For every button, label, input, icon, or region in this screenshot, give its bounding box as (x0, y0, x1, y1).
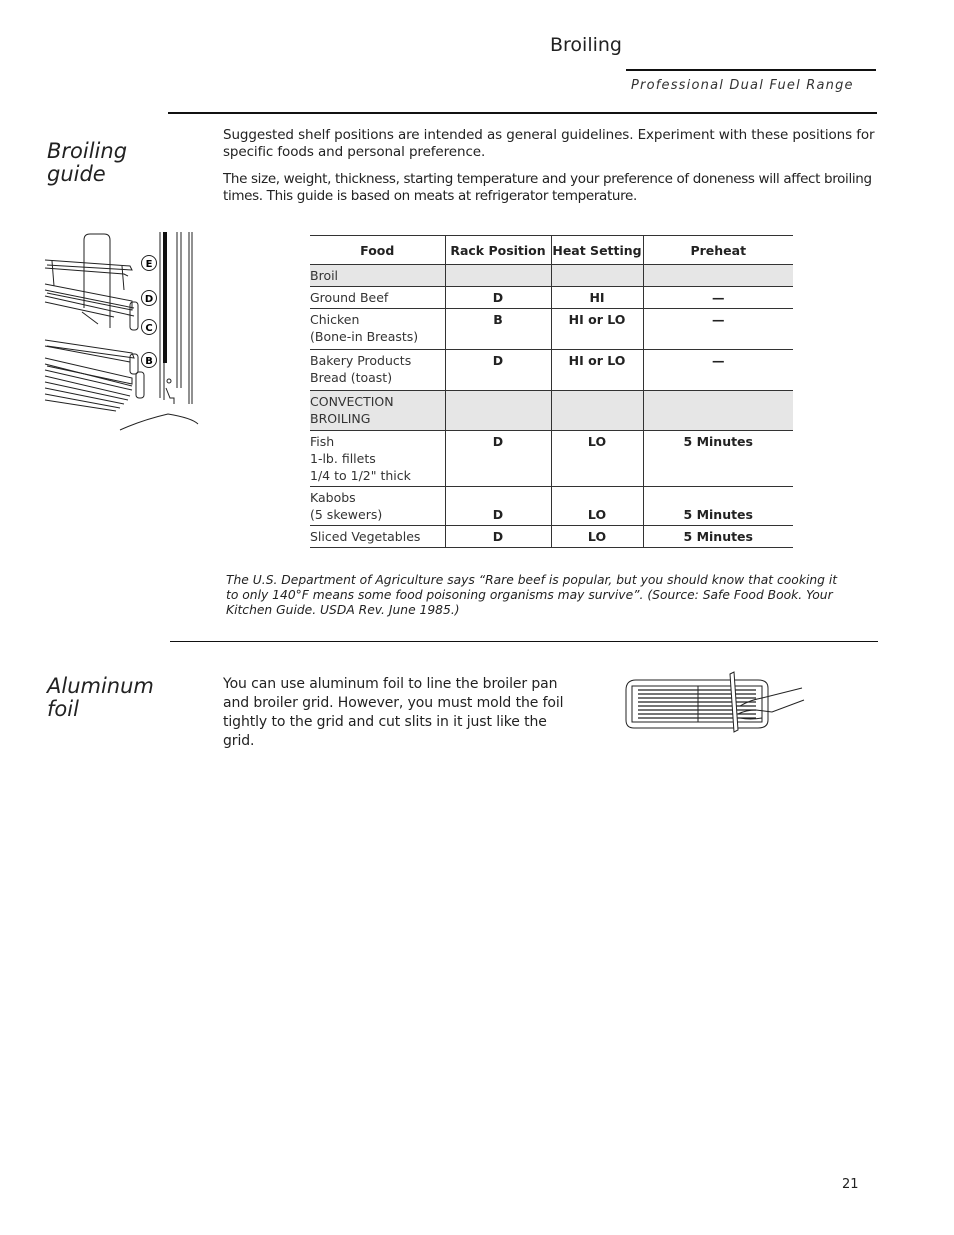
heat-cell (551, 309, 643, 350)
table-row (310, 265, 793, 287)
usda-note: The U.S. Department of Agriculture says “Rare beef is popular, but you should know that cooking it to only 140°F means some food poisoning organisms may survive”. (Source: Safe Food Book. Your Kitchen Guide. USDA Rev. June 1985.) (226, 573, 838, 617)
preheat-cell (643, 350, 793, 391)
food-line: Broil (310, 268, 339, 283)
aluminum-foil-paragraph: You can use aluminum foil to line the broiler pan and broiler grid. However, you must mold the foil tightly to the grid and cut slits in it just like the grid. (223, 676, 564, 749)
preheat-value: 5 Minutes (683, 507, 753, 522)
heat-value: LO (587, 434, 607, 449)
food-line: (Bone-in Breasts) (310, 329, 419, 344)
heat-value: HI or LO (568, 312, 626, 327)
preheat-value: — (712, 312, 725, 327)
rack-value: B (493, 312, 503, 327)
broiling-table (310, 235, 793, 548)
intro-paragraph-1: Suggested shelf positions are intended as general guidelines. Experiment with these positions for specific foods and personal preference. (223, 127, 875, 160)
column-header-heat-setting: Heat Setting (551, 236, 643, 265)
food-line: 1/4 to 1/2" thick (310, 468, 411, 483)
food-cell (310, 487, 445, 526)
rack-cell (445, 391, 551, 431)
page-number: 21 (842, 1177, 859, 1192)
food-cell (310, 526, 445, 548)
food-line: Chicken (310, 312, 360, 327)
broiling-guide-heading: Broiling guide (47, 139, 128, 186)
food-cell (310, 391, 445, 431)
preheat-value: — (712, 353, 725, 368)
heat-cell (551, 391, 643, 431)
preheat-cell (643, 431, 793, 487)
heat-cell (551, 350, 643, 391)
broiler-pan-foil-illustration (622, 670, 807, 734)
food-line: (5 skewers) (310, 507, 383, 522)
column-header-preheat: Preheat (643, 236, 793, 265)
rack-cell (445, 526, 551, 548)
table-row (310, 287, 793, 309)
heat-cell (551, 431, 643, 487)
page-title: Broiling (550, 34, 622, 56)
food-line: 1-lb. fillets (310, 451, 376, 466)
preheat-cell (643, 487, 793, 526)
column-header-rack-position: Rack Position (445, 236, 551, 265)
rack-cell (445, 265, 551, 287)
preheat-cell (643, 309, 793, 350)
preheat-value: 5 Minutes (683, 529, 753, 544)
table-row (310, 526, 793, 548)
rack-label-b: B (145, 356, 153, 367)
food-line: BROILING (310, 411, 371, 426)
oven-rack-illustration (42, 228, 200, 434)
heat-cell (551, 265, 643, 287)
rack-cell (445, 309, 551, 350)
preheat-value: 5 Minutes (683, 434, 753, 449)
food-cell (310, 350, 445, 391)
column-header-food: Food (310, 236, 445, 265)
food-line: Ground Beef (310, 290, 389, 305)
rack-value: D (492, 290, 504, 305)
rack-cell (445, 350, 551, 391)
title-rule (626, 69, 876, 71)
heat-value: LO (587, 507, 607, 522)
section-divider-middle (170, 641, 878, 642)
rack-cell (445, 487, 551, 526)
food-line: Bakery Products (310, 353, 412, 368)
rack-cell (445, 431, 551, 487)
food-cell (310, 309, 445, 350)
food-line: Sliced Vegetables (310, 529, 421, 544)
preheat-cell (643, 287, 793, 309)
intro-paragraph-2: The size, weight, thickness, starting temperature and your preference of doneness will affect broiling times. This guide is based on meats at refrigerator temperature. (223, 171, 872, 204)
heat-value: HI (589, 290, 605, 305)
food-line: CONVECTION (310, 394, 394, 409)
rack-value: D (492, 434, 504, 449)
heat-cell (551, 487, 643, 526)
rack-label-d: D (144, 294, 154, 305)
table-row (310, 487, 793, 526)
rack-label-c: C (145, 323, 153, 334)
food-line: Kabobs (310, 490, 356, 505)
preheat-cell (643, 391, 793, 431)
preheat-cell (643, 265, 793, 287)
table-row (310, 431, 793, 487)
table-row (310, 309, 793, 350)
table-header-row (310, 236, 793, 265)
heat-value: HI or LO (568, 353, 626, 368)
section-divider-top (168, 112, 877, 114)
table-row (310, 350, 793, 391)
heat-cell (551, 287, 643, 309)
rack-label-e: E (145, 259, 153, 270)
preheat-cell (643, 526, 793, 548)
rack-value: D (492, 507, 504, 522)
rack-value: D (492, 353, 504, 368)
food-cell (310, 431, 445, 487)
food-line: Bread (toast) (310, 370, 393, 385)
table-row (310, 391, 793, 431)
rack-value: D (492, 529, 504, 544)
heat-cell (551, 526, 643, 548)
page-subtitle: Professional Dual Fuel Range (631, 78, 854, 93)
heat-value: LO (587, 529, 607, 544)
rack-cell (445, 287, 551, 309)
food-cell (310, 265, 445, 287)
preheat-value: — (712, 290, 725, 305)
food-cell (310, 287, 445, 309)
aluminum-foil-heading: Aluminum foil (47, 674, 154, 721)
food-line: Fish (310, 434, 335, 449)
